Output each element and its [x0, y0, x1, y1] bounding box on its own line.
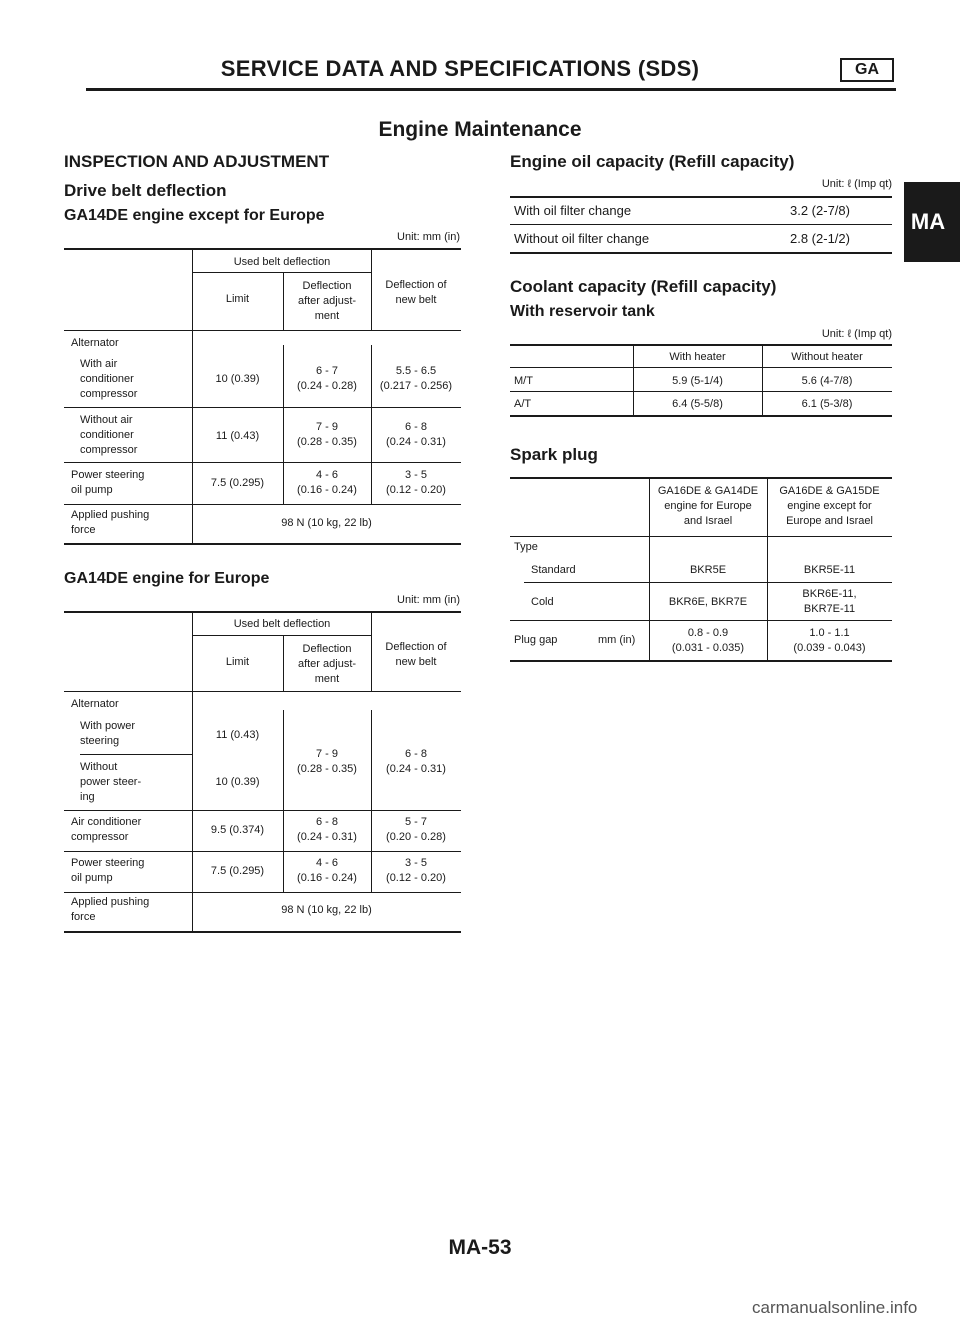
header-line: new belt: [395, 294, 437, 306]
header-limit: Limit: [225, 293, 250, 305]
table2-top-rule: [64, 611, 461, 613]
row-label-force: [71, 895, 149, 925]
page-number: MA-53: [448, 1236, 512, 1259]
value-line: (0.24 - 0.31): [386, 436, 446, 448]
table2-rule: [64, 851, 461, 852]
value-line: 4 - 6: [315, 469, 338, 481]
header-line: Deflection: [302, 280, 352, 292]
spark-type-label: Type: [514, 541, 538, 553]
group-label-alternator: Alternator: [71, 337, 119, 349]
value-line: 5 - 7: [404, 816, 427, 828]
value-line: 6 - 8: [404, 748, 427, 760]
spark-value: [767, 626, 892, 656]
label-line: steering: [80, 735, 120, 747]
row-label: [71, 856, 144, 886]
new-value: [371, 815, 461, 845]
after-value: [283, 856, 371, 886]
value-line: 7 - 9: [315, 748, 338, 760]
coolant-row-label: A/T: [514, 398, 532, 410]
value-line: (0.24 - 0.31): [386, 763, 446, 775]
limit-value: 10 (0.39): [215, 776, 260, 788]
header-line: engine except for: [787, 500, 872, 512]
value-line: 6 - 8: [404, 421, 427, 433]
section-side-tab[interactable]: MA: [904, 182, 960, 262]
coolant-rule: [510, 391, 892, 392]
oil-row-value: 2.8 (2-1/2): [790, 231, 850, 246]
oil-row-value: 3.2 (2-7/8): [790, 203, 850, 218]
oil-row-label: Without oil filter change: [514, 231, 650, 246]
coolant-top-rule: [510, 344, 892, 346]
coolant-value: 5.9 (5-1/4): [672, 375, 723, 387]
label-line: force: [71, 524, 96, 536]
table2-rule: [64, 691, 461, 692]
spark-col-header: [649, 484, 767, 529]
row-label: [71, 815, 141, 845]
table2-rule: [64, 892, 461, 893]
value-line: BKR6E-11,: [802, 588, 857, 600]
header-new-belt: [371, 278, 461, 308]
label-line: compressor: [71, 831, 129, 843]
oil-capacity-title: Engine oil capacity (Refill capacity): [510, 152, 795, 171]
spark-value: [649, 626, 767, 656]
table1-rule: [64, 504, 461, 505]
value-line: 1.0 - 1.1: [809, 627, 850, 639]
limit-value: 7.5 (0.295): [210, 477, 265, 489]
header-after-adjust: [283, 642, 371, 687]
table1-rule: [64, 330, 461, 331]
table1-bottom-rule: [64, 543, 461, 545]
header-line: Deflection of: [385, 641, 447, 653]
new-value: [371, 468, 461, 498]
coolant-value: 5.6 (4-7/8): [801, 375, 853, 387]
table1-title: GA14DE engine except for Europe: [64, 207, 325, 224]
label-line: Air conditioner: [71, 816, 142, 828]
label-line: oil pump: [71, 484, 113, 496]
header-after-adjust: [283, 279, 371, 324]
table1-rule: [192, 272, 372, 273]
table2-rule: [80, 754, 192, 755]
value-line: 0.8 - 0.9: [687, 627, 729, 639]
label-line: Applied pushing: [71, 896, 150, 908]
table1-rule: [64, 462, 461, 463]
label-line: force: [71, 911, 96, 923]
value-line: 6 - 7: [315, 365, 338, 377]
after-value: [283, 815, 371, 845]
spark-col-header: [767, 484, 892, 529]
row-label: [71, 468, 144, 498]
header-new-belt: [371, 640, 461, 670]
row-label: [80, 357, 137, 402]
new-value: [371, 420, 461, 450]
spark-standard-label: Standard: [531, 564, 576, 576]
oil-unit: Unit: ℓ (Imp qt): [821, 178, 892, 190]
coolant-value: 6.1 (5-3/8): [801, 398, 853, 410]
page-header-title: SERVICE DATA AND SPECIFICATIONS (SDS): [220, 56, 700, 81]
force-value: 98 N (10 kg, 22 lb): [281, 904, 372, 916]
spark-rule: [524, 582, 892, 583]
new-value: [371, 364, 461, 394]
value-line: (0.28 - 0.35): [297, 763, 357, 775]
value-line: 6 - 8: [315, 816, 338, 828]
label-line: oil pump: [71, 872, 113, 884]
page-subtitle: Engine Maintenance: [378, 118, 582, 141]
coolant-subtitle: With reservoir tank: [510, 303, 655, 320]
row-label-force: [71, 508, 149, 538]
table2-rule: [64, 810, 461, 811]
group-label-alternator: Alternator: [71, 698, 119, 710]
value-line: 4 - 6: [315, 857, 338, 869]
header-line: GA16DE & GA15DE: [779, 485, 880, 497]
label-line: compressor: [80, 444, 138, 456]
spark-rule: [510, 620, 892, 621]
table1-rule: [64, 407, 461, 408]
header-line: Deflection: [302, 643, 352, 655]
header-rule: [86, 88, 896, 91]
table2-title: GA14DE engine for Europe: [64, 570, 270, 587]
header-used-belt: Used belt deflection: [233, 256, 331, 268]
value-line: (0.031 - 0.035): [671, 642, 745, 654]
after-value: [283, 364, 371, 394]
oil-rule: [510, 224, 892, 225]
engine-badge: GA: [840, 58, 894, 82]
table2-rule: [192, 635, 372, 636]
label-line: power steer-: [80, 776, 142, 788]
value-line: 3 - 5: [404, 469, 427, 481]
coolant-bottom-rule: [510, 415, 892, 417]
spark-value: BKR6E, BKR7E: [668, 596, 748, 608]
subsection-title: Drive belt deflection: [64, 181, 227, 200]
row-label: [80, 760, 141, 805]
value-line: (0.28 - 0.35): [297, 436, 357, 448]
spark-value: BKR5E-11: [803, 564, 856, 576]
label-line: Without air: [80, 414, 133, 426]
value-line: BKR7E-11: [803, 603, 856, 615]
spark-bottom-rule: [510, 660, 892, 662]
limit-value: 9.5 (0.374): [210, 824, 265, 836]
watermark: carmanualsonline.info: [752, 1298, 918, 1317]
after-value-shared: [283, 747, 371, 777]
label-line: Power steering: [71, 469, 145, 481]
header-line: Deflection of: [385, 279, 447, 291]
table1-unit: Unit: mm (in): [397, 231, 460, 243]
label-line: conditioner: [80, 373, 134, 385]
value-line: (0.24 - 0.31): [297, 831, 357, 843]
header-line: ment: [314, 673, 340, 685]
limit-value: 11 (0.43): [215, 430, 260, 442]
label-line: Applied pushing: [71, 509, 150, 521]
table1-top-rule: [64, 248, 461, 250]
value-line: (0.12 - 0.20): [386, 872, 446, 884]
value-line: (0.16 - 0.24): [297, 872, 357, 884]
coolant-title: Coolant capacity (Refill capacity): [510, 277, 777, 296]
label-line: ing: [80, 791, 95, 803]
oil-row-label: With oil filter change: [514, 203, 632, 218]
coolant-rule: [510, 367, 892, 368]
header-used-belt: Used belt deflection: [233, 618, 331, 630]
spark-value: BKR5E: [689, 564, 727, 576]
spark-plug-title: Spark plug: [510, 445, 598, 464]
value-line: 3 - 5: [404, 857, 427, 869]
limit-value: 11 (0.43): [215, 729, 260, 741]
header-limit: Limit: [225, 656, 250, 668]
oil-bottom-rule: [510, 252, 892, 254]
header-line: after adjust-: [297, 295, 357, 307]
spark-value: [767, 587, 892, 617]
value-line: (0.16 - 0.24): [297, 484, 357, 496]
label-line: compressor: [80, 388, 138, 400]
row-label: [80, 413, 137, 458]
header-line: GA16DE & GA14DE: [657, 485, 759, 497]
limit-value: 10 (0.39): [215, 373, 260, 385]
value-line: (0.24 - 0.28): [297, 380, 357, 392]
after-value: [283, 468, 371, 498]
label-line: Power steering: [71, 857, 145, 869]
header-line: new belt: [395, 656, 437, 668]
coolant-col-header: With heater: [669, 351, 726, 363]
header-line: Europe and Israel: [786, 515, 873, 527]
header-line: after adjust-: [297, 658, 357, 670]
new-value: [371, 856, 461, 886]
coolant-value: 6.4 (5-5/8): [672, 398, 723, 410]
new-value-shared: [371, 747, 461, 777]
spark-cold-label: Cold: [531, 596, 554, 608]
coolant-unit: Unit: ℓ (Imp qt): [821, 328, 892, 340]
after-value: [283, 420, 371, 450]
table2-bottom-rule: [64, 931, 461, 933]
value-line: 5.5 - 6.5: [395, 365, 437, 377]
spark-gap-unit: mm (in): [598, 634, 636, 646]
coolant-col-header: Without heater: [791, 351, 863, 363]
force-value: 98 N (10 kg, 22 lb): [281, 517, 372, 529]
spark-top-rule: [510, 477, 892, 479]
limit-value: 7.5 (0.295): [210, 865, 265, 877]
spark-rule: [510, 536, 892, 537]
value-line: 7 - 9: [315, 421, 338, 433]
value-line: (0.12 - 0.20): [386, 484, 446, 496]
section-title: INSPECTION AND ADJUSTMENT: [64, 152, 330, 171]
spark-gap-label: Plug gap: [514, 634, 558, 646]
header-line: ment: [314, 310, 340, 322]
header-line: and Israel: [683, 515, 733, 527]
value-line: (0.039 - 0.043): [793, 642, 866, 654]
label-line: Without: [80, 761, 118, 773]
coolant-row-label: M/T: [514, 375, 533, 387]
value-line: (0.217 - 0.256): [379, 380, 453, 392]
oil-top-rule: [510, 196, 892, 198]
header-line: engine for Europe: [664, 500, 752, 512]
label-line: With air: [80, 358, 118, 370]
row-label: [80, 719, 135, 749]
table2-unit: Unit: mm (in): [397, 594, 460, 606]
label-line: With power: [80, 720, 136, 732]
value-line: (0.20 - 0.28): [386, 831, 446, 843]
label-line: conditioner: [80, 429, 134, 441]
